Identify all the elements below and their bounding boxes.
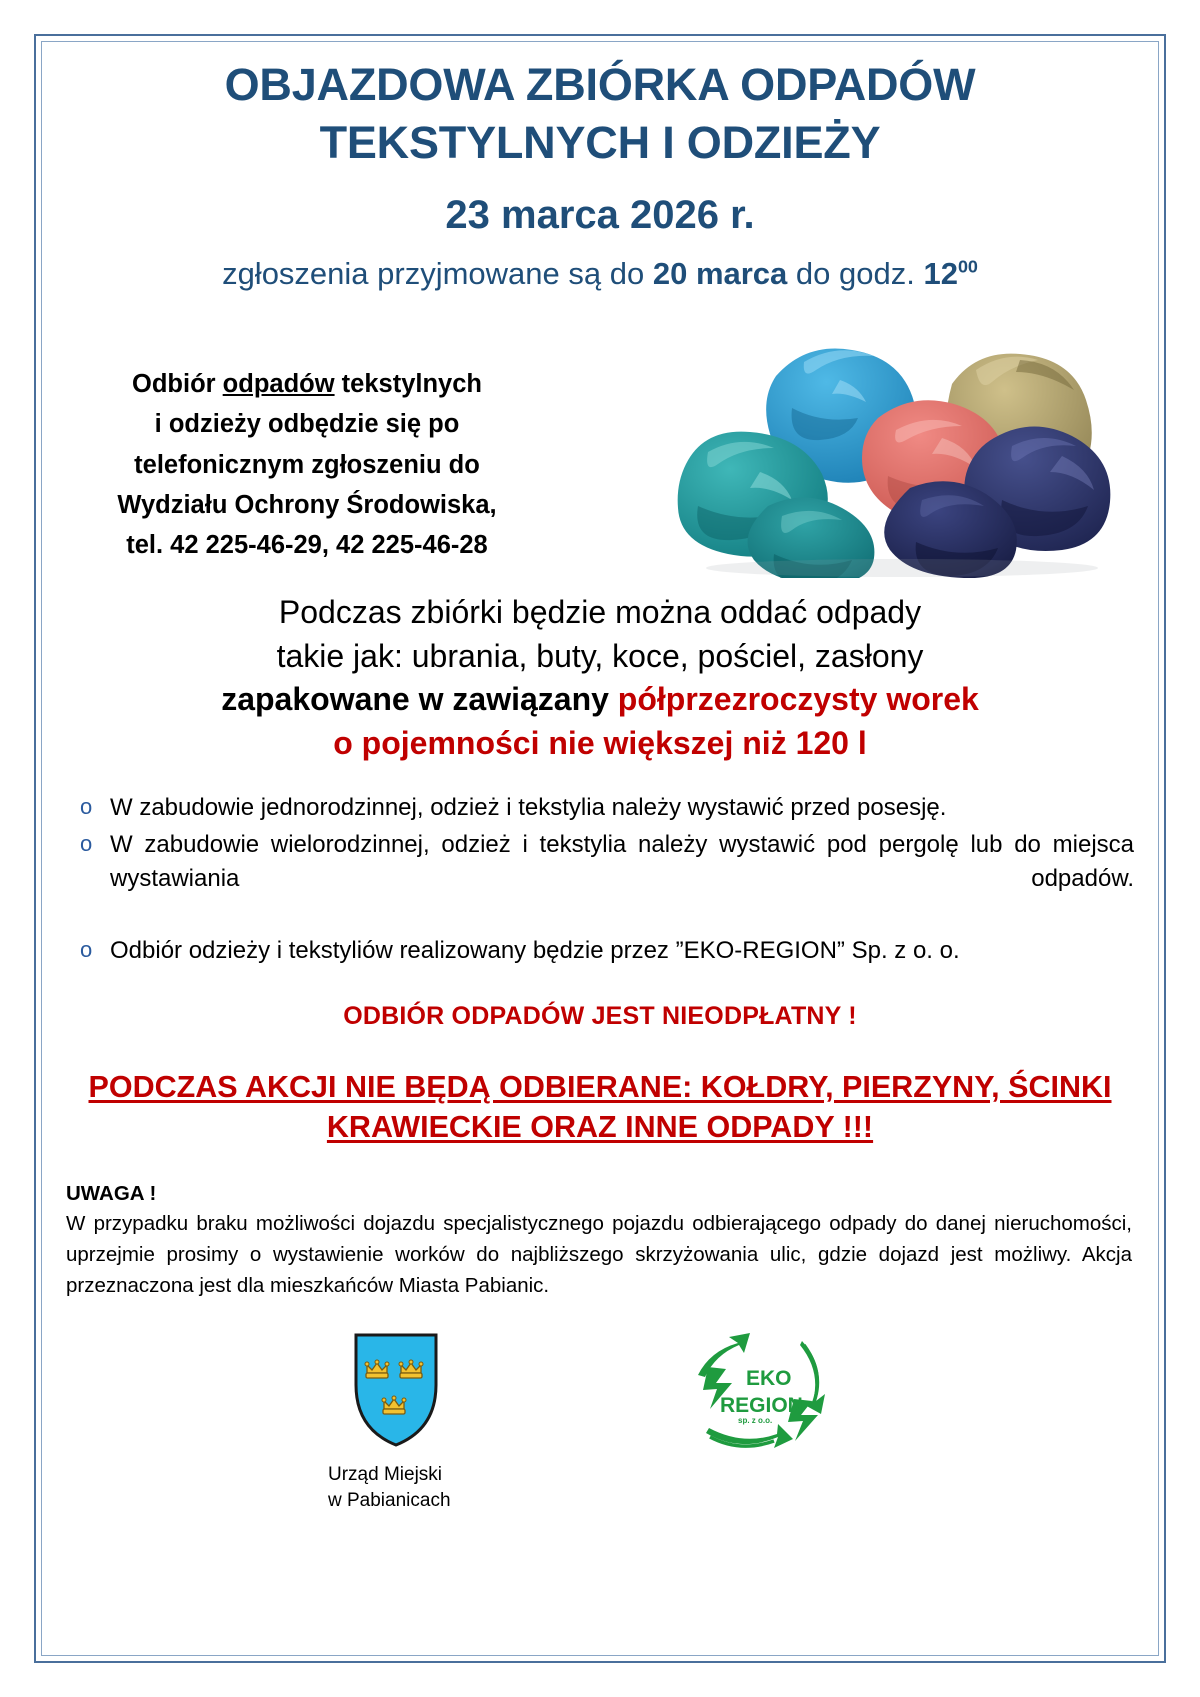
contact-line-1-post: tekstylnych: [334, 370, 482, 399]
instructions-list: [62, 791, 1138, 967]
accepted-line-3-red: półprzezroczysty worek: [617, 681, 979, 718]
accepted-line-4: o pojemności nie większej niż 120 l: [333, 724, 867, 761]
bullet-circle-icon: o: [80, 936, 93, 962]
city-caption-line-1: Urząd Miejski: [328, 1464, 443, 1486]
accepted-items-paragraph: [62, 591, 1138, 765]
contact-line-4: Wydziału Ochrony Środowiska,: [117, 491, 497, 520]
list-item: [68, 791, 1134, 825]
contact-line-1-pre: Odbiór: [132, 370, 223, 399]
bullet-circle-icon: o: [80, 794, 93, 820]
accepted-line-1: Podczas zbiórki będzie można oddać odpady: [278, 594, 922, 631]
deadline-prefix: zgłoszenia przyjmowane są do: [222, 256, 653, 292]
free-pickup-notice: ODBIÓR ODPADÓW JEST NIEODPŁATNY !: [343, 1001, 857, 1030]
contact-line-1: [62, 364, 552, 404]
title-line-2: TEKSTYLNYCH I ODZIEŻY: [319, 116, 881, 168]
footer-logos: [62, 1331, 1138, 1521]
list-item: [68, 828, 1134, 930]
deadline-middle: do godz.: [787, 256, 924, 292]
not-accepted-line-1: PODCZAS AKCJI NIE BĘDĄ ODBIERANE: KOŁDRY, PIERZYNY, ŚCINKI: [88, 1069, 1112, 1104]
contact-block: [62, 316, 552, 565]
not-accepted-line-2: KRAWIECKIE ORAZ INNE ODPADY !!!: [326, 1110, 874, 1145]
uwaga-heading: UWAGA !: [66, 1181, 157, 1205]
eko-logo-text-bottom: REGION: [720, 1394, 803, 1418]
contact-line-2: i odzieży odbędzie się po: [154, 410, 460, 439]
eko-logo-text-top: EKO: [746, 1367, 792, 1391]
list-item-text: Odbiór odzieży i tekstyliów realizowany będzie przez ”EKO-REGION” Sp. z o. o.: [110, 936, 960, 964]
not-accepted-warning: [62, 1067, 1138, 1148]
eko-region-logo-block: [682, 1333, 882, 1458]
contact-underlined-word: odpadów: [222, 370, 335, 399]
list-item: [68, 934, 1134, 968]
contact-and-photo-row: [62, 316, 1138, 581]
deadline-hour: 12: [923, 256, 958, 292]
accepted-line-2: takie jak: ubrania, buty, koce, pościel, zasłony: [276, 637, 924, 674]
accepted-line-3-black: zapakowane w zawiązany: [221, 681, 618, 718]
city-logo-block: [296, 1331, 496, 1513]
bullet-circle-icon: o: [80, 831, 93, 857]
page-title: [62, 56, 1138, 171]
city-logo-caption: [296, 1462, 496, 1513]
clothes-pile-photo: [552, 316, 1138, 581]
event-date: 23 marca 2026 r.: [445, 193, 755, 238]
pabianice-coat-of-arms-icon: [348, 1331, 444, 1449]
poster-content: [34, 34, 1166, 1521]
list-item-text: W zabudowie jednorodzinnej, odzież i tekstylia należy wystawić przed posesję.: [110, 794, 947, 822]
eko-logo-text-small: sp. z o.o.: [738, 1416, 773, 1426]
list-item-text: W zabudowie wielorodzinnej, odzież i tekstylia należy wystawić pod pergolę lub do miejsca wystawiania odpadów.: [110, 831, 1134, 893]
title-line-1: OBJAZDOWA ZBIÓRKA ODPADÓW: [224, 59, 976, 110]
deadline-date: 20 marca: [652, 256, 788, 292]
clothes-pile-illustration: [664, 310, 1134, 578]
registration-deadline: [62, 256, 1138, 292]
uwaga-body: W przypadku braku możliwości dojazdu specjalistycznego pojazdu odbierającego odpady do danej nieruchomości, uprzejmie prosimy o wystawienie worków do najbliższego skrzyżowania ulic, gdzie dojazd jest możliwy. Akcja przeznaczona jest dla mieszkańców Miasta Pabianic.: [66, 1211, 1132, 1298]
eko-region-logo-icon: [682, 1333, 832, 1453]
city-caption-line-2: w Pabianicach: [328, 1489, 451, 1511]
contact-phone-line: tel. 42 225-46-29, 42 225-46-28: [126, 531, 488, 560]
accepted-line-3: [62, 678, 1138, 722]
deadline-hour-minutes: 00: [957, 256, 978, 277]
contact-line-3: telefonicznym zgłoszeniu do: [134, 450, 480, 479]
